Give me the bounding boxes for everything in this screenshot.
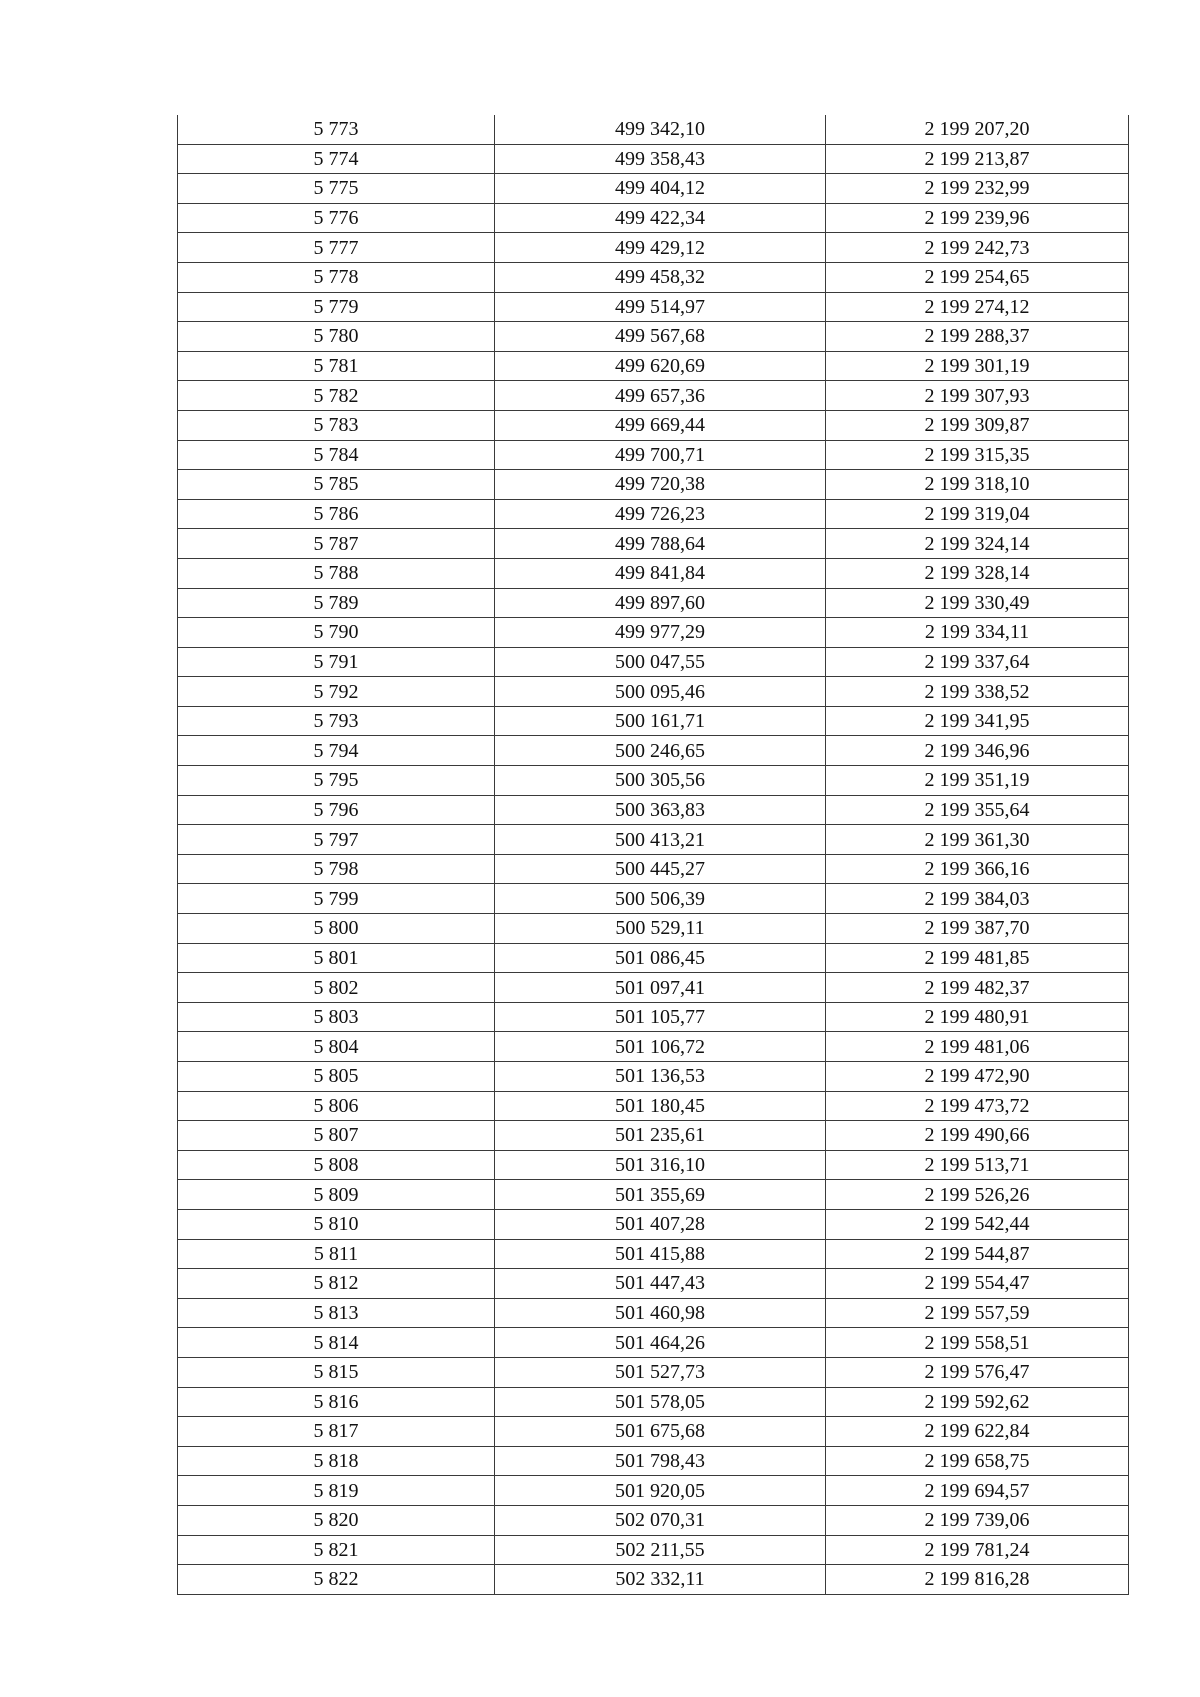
- y-coordinate-cell: 2 199 346,96: [826, 736, 1129, 766]
- table-row: [178, 736, 1129, 766]
- point-number-cell: 5 776: [178, 203, 495, 233]
- x-coordinate-cell: 500 161,71: [495, 706, 826, 736]
- point-number-cell: 5 793: [178, 706, 495, 736]
- point-number-cell: 5 774: [178, 144, 495, 174]
- point-number-cell: 5 802: [178, 973, 495, 1003]
- table-row: [178, 1446, 1129, 1476]
- x-coordinate-cell: 501 106,72: [495, 1032, 826, 1062]
- x-coordinate-cell: 501 920,05: [495, 1476, 826, 1506]
- x-coordinate-cell: 500 246,65: [495, 736, 826, 766]
- point-number-cell: 5 786: [178, 499, 495, 529]
- table-row: [178, 1091, 1129, 1121]
- table-row: [178, 499, 1129, 529]
- x-coordinate-cell: 501 086,45: [495, 943, 826, 973]
- x-coordinate-cell: 499 657,36: [495, 381, 826, 411]
- y-coordinate-cell: 2 199 472,90: [826, 1062, 1129, 1092]
- table-row: [178, 1150, 1129, 1180]
- coordinates-table: [177, 115, 1129, 1595]
- point-number-cell: 5 787: [178, 529, 495, 559]
- table-row: [178, 706, 1129, 736]
- point-number-cell: 5 810: [178, 1209, 495, 1239]
- y-coordinate-cell: 2 199 242,73: [826, 233, 1129, 263]
- y-coordinate-cell: 2 199 482,37: [826, 973, 1129, 1003]
- table-row: [178, 1565, 1129, 1595]
- point-number-cell: 5 814: [178, 1328, 495, 1358]
- table-row: [178, 381, 1129, 411]
- point-number-cell: 5 809: [178, 1180, 495, 1210]
- table-row: [178, 588, 1129, 618]
- x-coordinate-cell: 501 798,43: [495, 1446, 826, 1476]
- point-number-cell: 5 785: [178, 470, 495, 500]
- x-coordinate-cell: 502 070,31: [495, 1505, 826, 1535]
- x-coordinate-cell: 499 726,23: [495, 499, 826, 529]
- y-coordinate-cell: 2 199 554,47: [826, 1269, 1129, 1299]
- y-coordinate-cell: 2 199 473,72: [826, 1091, 1129, 1121]
- x-coordinate-cell: 501 105,77: [495, 1002, 826, 1032]
- x-coordinate-cell: 501 460,98: [495, 1298, 826, 1328]
- point-number-cell: 5 790: [178, 618, 495, 648]
- point-number-cell: 5 801: [178, 943, 495, 973]
- x-coordinate-cell: 499 422,34: [495, 203, 826, 233]
- point-number-cell: 5 821: [178, 1535, 495, 1565]
- table-row: [178, 174, 1129, 204]
- table-row: [178, 262, 1129, 292]
- point-number-cell: 5 780: [178, 322, 495, 352]
- table-row: [178, 1298, 1129, 1328]
- y-coordinate-cell: 2 199 542,44: [826, 1209, 1129, 1239]
- point-number-cell: 5 792: [178, 677, 495, 707]
- point-number-cell: 5 806: [178, 1091, 495, 1121]
- x-coordinate-cell: 501 407,28: [495, 1209, 826, 1239]
- y-coordinate-cell: 2 199 490,66: [826, 1121, 1129, 1151]
- table-row: [178, 1328, 1129, 1358]
- table-row: [178, 1535, 1129, 1565]
- table-row: [178, 943, 1129, 973]
- point-number-cell: 5 816: [178, 1387, 495, 1417]
- table-row: [178, 1209, 1129, 1239]
- x-coordinate-cell: 501 316,10: [495, 1150, 826, 1180]
- x-coordinate-cell: 501 527,73: [495, 1357, 826, 1387]
- table-row: [178, 470, 1129, 500]
- point-number-cell: 5 775: [178, 174, 495, 204]
- x-coordinate-cell: 501 180,45: [495, 1091, 826, 1121]
- point-number-cell: 5 798: [178, 854, 495, 884]
- point-number-cell: 5 813: [178, 1298, 495, 1328]
- point-number-cell: 5 815: [178, 1357, 495, 1387]
- point-number-cell: 5 797: [178, 825, 495, 855]
- x-coordinate-cell: 499 358,43: [495, 144, 826, 174]
- y-coordinate-cell: 2 199 301,19: [826, 351, 1129, 381]
- point-number-cell: 5 808: [178, 1150, 495, 1180]
- x-coordinate-cell: 499 669,44: [495, 410, 826, 440]
- point-number-cell: 5 820: [178, 1505, 495, 1535]
- point-number-cell: 5 817: [178, 1417, 495, 1447]
- x-coordinate-cell: 502 332,11: [495, 1565, 826, 1595]
- y-coordinate-cell: 2 199 387,70: [826, 914, 1129, 944]
- x-coordinate-cell: 500 095,46: [495, 677, 826, 707]
- table-row: [178, 854, 1129, 884]
- table-row: [178, 647, 1129, 677]
- x-coordinate-cell: 499 700,71: [495, 440, 826, 470]
- y-coordinate-cell: 2 199 288,37: [826, 322, 1129, 352]
- y-coordinate-cell: 2 199 232,99: [826, 174, 1129, 204]
- point-number-cell: 5 784: [178, 440, 495, 470]
- x-coordinate-cell: 501 578,05: [495, 1387, 826, 1417]
- y-coordinate-cell: 2 199 558,51: [826, 1328, 1129, 1358]
- x-coordinate-cell: 499 720,38: [495, 470, 826, 500]
- y-coordinate-cell: 2 199 318,10: [826, 470, 1129, 500]
- y-coordinate-cell: 2 199 739,06: [826, 1505, 1129, 1535]
- table-row: [178, 203, 1129, 233]
- y-coordinate-cell: 2 199 207,20: [826, 115, 1129, 144]
- x-coordinate-cell: 501 355,69: [495, 1180, 826, 1210]
- y-coordinate-cell: 2 199 592,62: [826, 1387, 1129, 1417]
- table-row: [178, 322, 1129, 352]
- y-coordinate-cell: 2 199 781,24: [826, 1535, 1129, 1565]
- point-number-cell: 5 811: [178, 1239, 495, 1269]
- table-row: [178, 795, 1129, 825]
- point-number-cell: 5 818: [178, 1446, 495, 1476]
- y-coordinate-cell: 2 199 338,52: [826, 677, 1129, 707]
- y-coordinate-cell: 2 199 480,91: [826, 1002, 1129, 1032]
- table-row: [178, 558, 1129, 588]
- table-row: [178, 1121, 1129, 1151]
- table-row: [178, 1357, 1129, 1387]
- x-coordinate-cell: 499 404,12: [495, 174, 826, 204]
- y-coordinate-cell: 2 199 213,87: [826, 144, 1129, 174]
- point-number-cell: 5 795: [178, 766, 495, 796]
- x-coordinate-cell: 500 305,56: [495, 766, 826, 796]
- y-coordinate-cell: 2 199 254,65: [826, 262, 1129, 292]
- x-coordinate-cell: 499 977,29: [495, 618, 826, 648]
- x-coordinate-cell: 500 413,21: [495, 825, 826, 855]
- x-coordinate-cell: 501 136,53: [495, 1062, 826, 1092]
- y-coordinate-cell: 2 199 337,64: [826, 647, 1129, 677]
- table-row: [178, 914, 1129, 944]
- x-coordinate-cell: 500 363,83: [495, 795, 826, 825]
- x-coordinate-cell: 499 841,84: [495, 558, 826, 588]
- table-row: [178, 766, 1129, 796]
- point-number-cell: 5 777: [178, 233, 495, 263]
- y-coordinate-cell: 2 199 274,12: [826, 292, 1129, 322]
- point-number-cell: 5 773: [178, 115, 495, 144]
- x-coordinate-cell: 500 506,39: [495, 884, 826, 914]
- x-coordinate-cell: 501 235,61: [495, 1121, 826, 1151]
- point-number-cell: 5 799: [178, 884, 495, 914]
- x-coordinate-cell: 501 097,41: [495, 973, 826, 1003]
- table-row: [178, 1032, 1129, 1062]
- table-row: [178, 884, 1129, 914]
- y-coordinate-cell: 2 199 351,19: [826, 766, 1129, 796]
- table-row: [178, 233, 1129, 263]
- y-coordinate-cell: 2 199 694,57: [826, 1476, 1129, 1506]
- coordinates-table-body: [178, 115, 1129, 1594]
- x-coordinate-cell: 499 458,32: [495, 262, 826, 292]
- x-coordinate-cell: 501 464,26: [495, 1328, 826, 1358]
- y-coordinate-cell: 2 199 576,47: [826, 1357, 1129, 1387]
- y-coordinate-cell: 2 199 366,16: [826, 854, 1129, 884]
- y-coordinate-cell: 2 199 334,11: [826, 618, 1129, 648]
- y-coordinate-cell: 2 199 544,87: [826, 1239, 1129, 1269]
- y-coordinate-cell: 2 199 330,49: [826, 588, 1129, 618]
- y-coordinate-cell: 2 199 309,87: [826, 410, 1129, 440]
- x-coordinate-cell: 501 675,68: [495, 1417, 826, 1447]
- table-row: [178, 1062, 1129, 1092]
- x-coordinate-cell: 499 429,12: [495, 233, 826, 263]
- y-coordinate-cell: 2 199 341,95: [826, 706, 1129, 736]
- y-coordinate-cell: 2 199 622,84: [826, 1417, 1129, 1447]
- x-coordinate-cell: 501 447,43: [495, 1269, 826, 1299]
- point-number-cell: 5 800: [178, 914, 495, 944]
- table-row: [178, 825, 1129, 855]
- table-row: [178, 115, 1129, 144]
- x-coordinate-cell: 500 047,55: [495, 647, 826, 677]
- y-coordinate-cell: 2 199 557,59: [826, 1298, 1129, 1328]
- point-number-cell: 5 789: [178, 588, 495, 618]
- y-coordinate-cell: 2 199 239,96: [826, 203, 1129, 233]
- y-coordinate-cell: 2 199 361,30: [826, 825, 1129, 855]
- y-coordinate-cell: 2 199 315,35: [826, 440, 1129, 470]
- table-row: [178, 677, 1129, 707]
- point-number-cell: 5 805: [178, 1062, 495, 1092]
- y-coordinate-cell: 2 199 307,93: [826, 381, 1129, 411]
- table-row: [178, 1505, 1129, 1535]
- table-row: [178, 440, 1129, 470]
- point-number-cell: 5 807: [178, 1121, 495, 1151]
- y-coordinate-cell: 2 199 481,85: [826, 943, 1129, 973]
- table-row: [178, 410, 1129, 440]
- x-coordinate-cell: 499 514,97: [495, 292, 826, 322]
- table-row: [178, 529, 1129, 559]
- point-number-cell: 5 812: [178, 1269, 495, 1299]
- point-number-cell: 5 783: [178, 410, 495, 440]
- x-coordinate-cell: 500 445,27: [495, 854, 826, 884]
- table-row: [178, 1417, 1129, 1447]
- table-row: [178, 1239, 1129, 1269]
- point-number-cell: 5 796: [178, 795, 495, 825]
- point-number-cell: 5 778: [178, 262, 495, 292]
- table-row: [178, 144, 1129, 174]
- y-coordinate-cell: 2 199 481,06: [826, 1032, 1129, 1062]
- x-coordinate-cell: 500 529,11: [495, 914, 826, 944]
- table-row: [178, 1476, 1129, 1506]
- y-coordinate-cell: 2 199 658,75: [826, 1446, 1129, 1476]
- point-number-cell: 5 819: [178, 1476, 495, 1506]
- x-coordinate-cell: 499 342,10: [495, 115, 826, 144]
- point-number-cell: 5 803: [178, 1002, 495, 1032]
- x-coordinate-cell: 501 415,88: [495, 1239, 826, 1269]
- y-coordinate-cell: 2 199 513,71: [826, 1150, 1129, 1180]
- table-row: [178, 1180, 1129, 1210]
- point-number-cell: 5 822: [178, 1565, 495, 1595]
- y-coordinate-cell: 2 199 526,26: [826, 1180, 1129, 1210]
- point-number-cell: 5 779: [178, 292, 495, 322]
- x-coordinate-cell: 499 620,69: [495, 351, 826, 381]
- y-coordinate-cell: 2 199 328,14: [826, 558, 1129, 588]
- point-number-cell: 5 788: [178, 558, 495, 588]
- table-row: [178, 1002, 1129, 1032]
- y-coordinate-cell: 2 199 355,64: [826, 795, 1129, 825]
- y-coordinate-cell: 2 199 816,28: [826, 1565, 1129, 1595]
- point-number-cell: 5 791: [178, 647, 495, 677]
- table-row: [178, 292, 1129, 322]
- table-row: [178, 1269, 1129, 1299]
- x-coordinate-cell: 499 788,64: [495, 529, 826, 559]
- point-number-cell: 5 782: [178, 381, 495, 411]
- x-coordinate-cell: 502 211,55: [495, 1535, 826, 1565]
- point-number-cell: 5 804: [178, 1032, 495, 1062]
- x-coordinate-cell: 499 897,60: [495, 588, 826, 618]
- table-row: [178, 973, 1129, 1003]
- y-coordinate-cell: 2 199 324,14: [826, 529, 1129, 559]
- table-row: [178, 1387, 1129, 1417]
- table-row: [178, 618, 1129, 648]
- point-number-cell: 5 781: [178, 351, 495, 381]
- table-row: [178, 351, 1129, 381]
- x-coordinate-cell: 499 567,68: [495, 322, 826, 352]
- y-coordinate-cell: 2 199 384,03: [826, 884, 1129, 914]
- point-number-cell: 5 794: [178, 736, 495, 766]
- y-coordinate-cell: 2 199 319,04: [826, 499, 1129, 529]
